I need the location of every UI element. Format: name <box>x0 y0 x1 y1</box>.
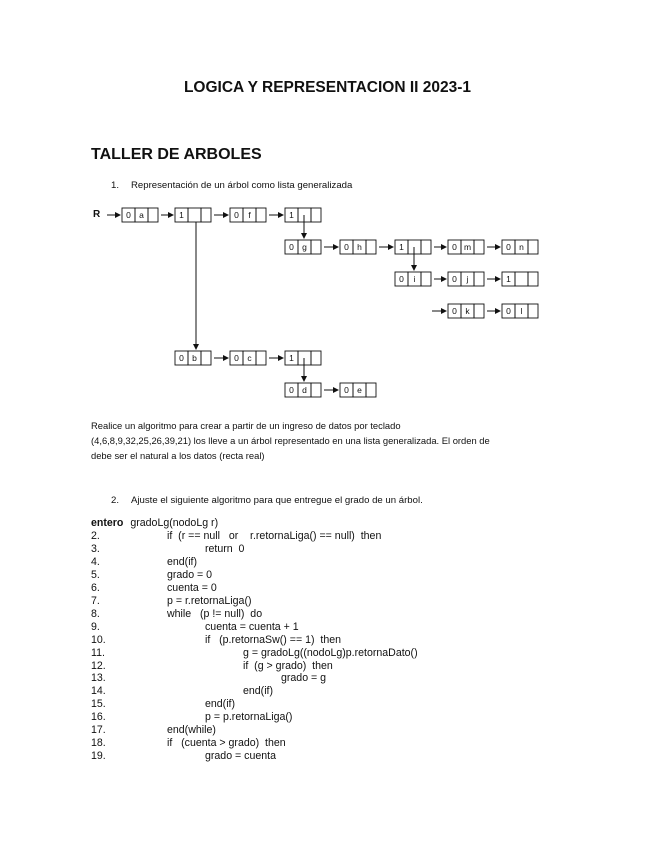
code-line-text: while (p != null) do <box>167 607 263 620</box>
item-1-text: Representación de un árbol como lista generalizada <box>131 180 353 191</box>
node-cell-value: 1 <box>506 274 511 284</box>
node-cell-value: 0 <box>344 385 349 395</box>
code-line-number: 15. <box>91 698 106 711</box>
node-cell-value: 0 <box>289 242 294 252</box>
node-cell-value: g <box>302 242 307 252</box>
node-cell-value: j <box>466 274 469 284</box>
code-line-text: p = r.retornaLiga() <box>167 594 252 607</box>
code-line-text: g = gradoLg((nodoLg)p.retornaDato() <box>243 646 418 659</box>
code-line-number: 17. <box>91 724 106 737</box>
node-cell-value: d <box>302 385 307 395</box>
code-line-text: if (g > grado) then <box>243 659 333 672</box>
node-cell-value: n <box>519 242 524 252</box>
code-line-number: 14. <box>91 685 106 698</box>
node-cell-value: 0 <box>452 274 457 284</box>
code-line-text: if (p.retornaSw() == 1) then <box>205 633 342 646</box>
node-cell-value: f <box>248 210 251 220</box>
node-cell-value: 0 <box>344 242 349 252</box>
code-line-text: if (cuenta > grado) then <box>167 737 286 750</box>
code-line-number: 13. <box>91 672 106 685</box>
code-line-number: 12. <box>91 659 106 672</box>
node-cell-value: k <box>465 306 470 316</box>
node-cell-value: 1 <box>289 210 294 220</box>
code-line-number: 4. <box>91 555 100 568</box>
code-line-number: 16. <box>91 711 106 724</box>
code-line-text: return 0 <box>205 542 245 555</box>
node-cell-value: 1 <box>179 210 184 220</box>
paragraph-line: debe ser el natural a los datos (recta real) <box>91 450 265 461</box>
code-line-number: 6. <box>91 581 100 594</box>
item-1-number: 1. <box>111 180 120 191</box>
code-line-text: grado = cuenta <box>205 750 276 763</box>
code-signature: gradoLg(nodoLg r) <box>130 517 219 529</box>
node-cell-value: b <box>192 353 197 363</box>
node-cell-value: m <box>463 242 472 252</box>
code-line-number: 18. <box>91 737 106 750</box>
code-line-text: grado = g <box>281 672 327 685</box>
root-label: R <box>93 209 101 220</box>
paragraph-line: Realice un algoritmo para crear a partir de un ingreso de datos por teclado <box>91 420 401 431</box>
node-cell-value: a <box>139 210 144 220</box>
code-line-text: cuenta = cuenta + 1 <box>205 620 299 633</box>
node-cell-value: 0 <box>179 353 184 363</box>
code-line-number: 2. <box>91 530 100 542</box>
code-line-number: 5. <box>91 568 100 581</box>
node-cell-value: 0 <box>399 274 404 284</box>
item-2-number: 2. <box>111 495 120 506</box>
node-cell-value: 0 <box>506 242 511 252</box>
node-cell-value: 0 <box>234 353 239 363</box>
node-cell-value: 1 <box>399 242 404 252</box>
code-keyword: entero <box>91 517 124 529</box>
node-cell-value: h <box>357 242 362 252</box>
code-line-text: cuenta = 0 <box>167 581 217 594</box>
document-title: LOGICA Y REPRESENTACION II 2023-1 <box>183 79 472 96</box>
code-line-number: 10. <box>91 633 106 646</box>
code-line-text: p = p.retornaLiga() <box>205 711 293 724</box>
code-line-number: 11. <box>91 646 105 659</box>
code-line-text: end(if) <box>243 685 274 698</box>
code-line-number: 9. <box>91 620 100 633</box>
node-cell-value: 0 <box>234 210 239 220</box>
code-line-text: if (r == null or r.retornaLiga() == null) then <box>167 530 382 542</box>
code-line-text: grado = 0 <box>167 568 213 581</box>
code-line-number: 7. <box>91 594 100 607</box>
node-cell-value: 0 <box>289 385 294 395</box>
node-cell-value: c <box>247 353 252 363</box>
code-line-text: end(if) <box>167 555 198 568</box>
paragraph-line: (4,6,8,9,32,25,26,39,21) los lleve a un árbol representado en una lista generalizada. El orden de <box>91 435 490 446</box>
section-heading: TALLER DE ARBOLES <box>91 146 262 163</box>
code-line-number: 8. <box>91 607 100 620</box>
node-cell-value: 0 <box>452 242 457 252</box>
node-cell-value: 0 <box>126 210 131 220</box>
code-line-number: 19. <box>91 750 106 763</box>
node-cell-value: l <box>520 306 523 316</box>
code-line-text: end(while) <box>167 724 216 737</box>
node-cell-value: 0 <box>506 306 511 316</box>
code-line-number: 3. <box>91 542 100 555</box>
node-cell-value: 1 <box>289 353 294 363</box>
code-header <box>91 517 218 529</box>
node-cell-value: e <box>357 385 362 395</box>
node-cell-value: 0 <box>452 306 457 316</box>
code-line-text: end(if) <box>205 698 236 711</box>
item-2-text: Ajuste el siguiente algoritmo para que entregue el grado de un árbol. <box>131 495 423 506</box>
node-cell-value: i <box>413 274 416 284</box>
